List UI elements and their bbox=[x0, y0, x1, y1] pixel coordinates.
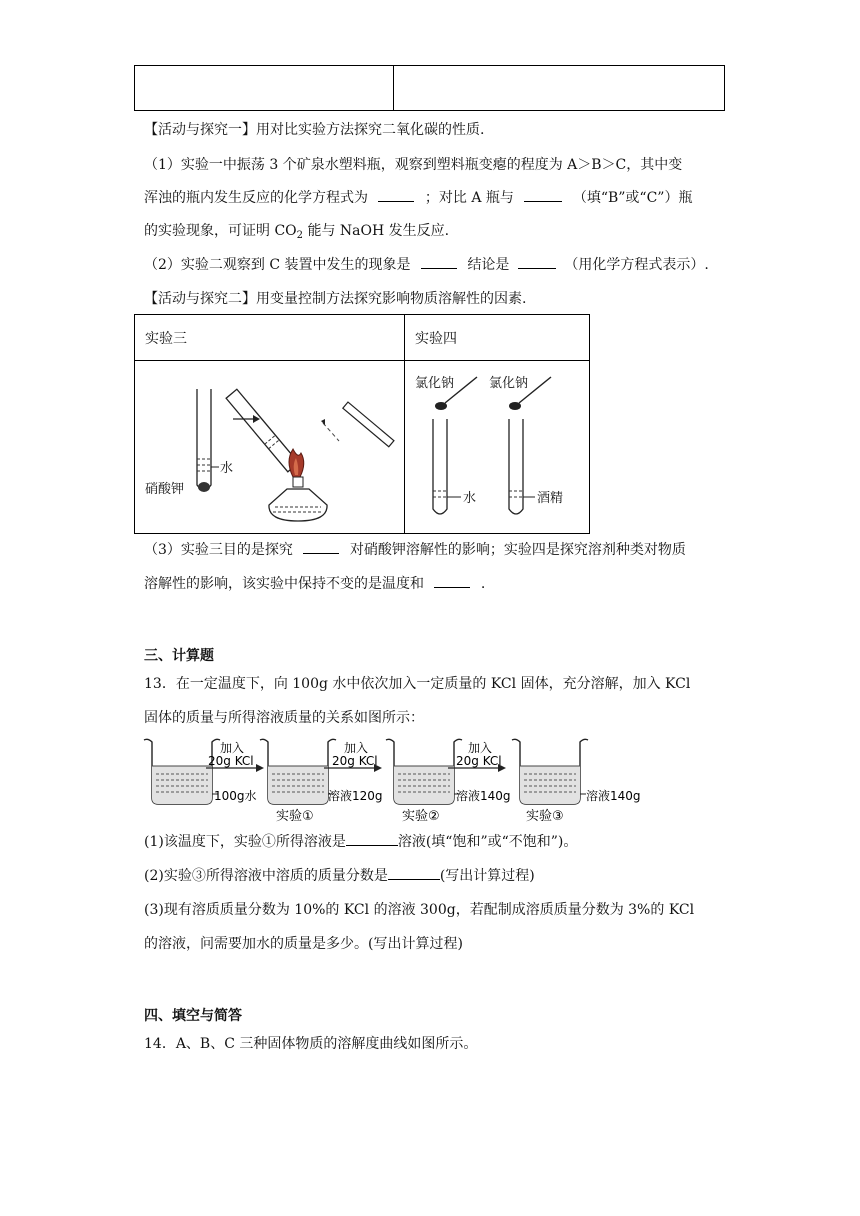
answer-blank bbox=[388, 879, 440, 880]
solution1-label: 溶液120g bbox=[328, 789, 383, 803]
exp2-label: 实验② bbox=[402, 809, 440, 824]
exp4-figure bbox=[405, 361, 589, 529]
q3-line2-part-a: 溶解性的影响，该实验中保持不变的是温度和 bbox=[144, 576, 424, 592]
sub1-part-b: 溶液(填“饱和”或“不饱和”)。 bbox=[397, 834, 578, 850]
beaker-icon bbox=[260, 739, 336, 804]
beaker-icon bbox=[386, 739, 462, 804]
exp3-figure bbox=[135, 361, 404, 529]
add-amount-2: 20g KCl bbox=[332, 754, 378, 768]
answer-blank bbox=[303, 553, 339, 554]
exp4-figure-cell bbox=[405, 361, 590, 534]
exp1-label: 实验① bbox=[276, 809, 314, 824]
answer-blank bbox=[434, 587, 470, 588]
sub3-line1: (3)现有溶质质量分数为 10%的 KCl 的溶液 300g，若配制成溶质质量分数为 3%的 KCl bbox=[144, 902, 695, 918]
q13-line2: 固体的质量与所得溶液质量的关系如图所示： bbox=[144, 710, 424, 726]
kcl-beaker-figure bbox=[140, 734, 660, 824]
beaker-icon bbox=[512, 739, 588, 804]
q1-line3-part-b: 能与 NaOH 发生反应. bbox=[303, 223, 450, 239]
heated-test-tube-icon bbox=[226, 389, 298, 472]
sub1 bbox=[144, 832, 577, 852]
activity1-title: 【活动与探究一】用对比实验方法探究二氧化碳的性质. bbox=[144, 122, 485, 138]
q2-part-c: （用化学方程式表示）. bbox=[564, 257, 709, 273]
q2-part-b: 结论是 bbox=[467, 257, 510, 273]
add-word-2: 加入 bbox=[344, 741, 369, 755]
sub2 bbox=[144, 866, 535, 886]
solution2-label: 溶液140g bbox=[456, 789, 511, 803]
activity1-q1-line2 bbox=[144, 188, 692, 208]
sub3-line2: 的溶液，问需要加水的质量是多少。(写出计算过程) bbox=[144, 936, 463, 952]
activity1-q2 bbox=[144, 255, 709, 275]
q1-line3-part-a: 的实验现象，可证明 CO bbox=[144, 223, 297, 239]
answer-blank bbox=[524, 201, 562, 202]
beaker0-label: 100g水 bbox=[214, 789, 257, 803]
exp3-figure-cell bbox=[135, 361, 405, 534]
test-tube-holder-icon bbox=[343, 402, 394, 447]
add-amount-3: 20g KCl bbox=[456, 754, 502, 768]
answer-blank bbox=[421, 268, 457, 269]
add-word-3: 加入 bbox=[468, 741, 493, 755]
top-table-cell-right bbox=[394, 66, 725, 111]
q13-line1: 13．在一定温度下，向 100g 水中依次加入一定质量的 KCl 固体，充分溶解，加入 KCl bbox=[144, 676, 691, 692]
exp3-water-label: 水 bbox=[220, 461, 234, 476]
test-tube-icon bbox=[197, 389, 211, 490]
exp4-header: 实验四 bbox=[405, 315, 590, 361]
exp4-nacl-label-2: 氯化钠 bbox=[489, 376, 529, 391]
q14: 14．A、B、C 三种固体物质的溶解度曲线如图所示。 bbox=[144, 1036, 478, 1052]
activity1-q1-line3 bbox=[144, 221, 449, 246]
solution3-label: 溶液140g bbox=[586, 789, 641, 803]
potassium-nitrate-solid-icon bbox=[198, 482, 210, 492]
test-tube-water-icon bbox=[433, 419, 447, 514]
activity1-q1-line1: （1）实验一中振荡 3 个矿泉水塑料瓶，观察到塑料瓶变瘪的程度为 A＞B＞C，其中变 bbox=[144, 157, 683, 173]
add-word-1: 加入 bbox=[220, 741, 245, 755]
q3-line2-part-b: . bbox=[480, 576, 486, 592]
q3-line1-part-a: （3）实验三目的是探究 bbox=[144, 542, 293, 558]
q3-line1-part-b: 对硝酸钾溶解性的影响；实验四是探究溶剂种类对物质 bbox=[349, 542, 686, 558]
answer-blank bbox=[346, 845, 398, 846]
experiment-table bbox=[134, 314, 590, 534]
exp3-salt-label: 硝酸钾 bbox=[145, 482, 185, 497]
q1-line2-part-a: 浑浊的瓶内发生反应的化学方程式为 bbox=[144, 190, 368, 206]
exp4-alcohol-label: 酒精 bbox=[537, 491, 564, 506]
section4-heading: 四、填空与简答 bbox=[144, 1008, 242, 1024]
section3-heading: 三、计算题 bbox=[144, 648, 214, 664]
q1-line2-part-b: ；对比 A 瓶与 bbox=[424, 190, 514, 206]
add-amount-1: 20g KCl bbox=[208, 754, 254, 768]
exp4-water-label: 水 bbox=[463, 491, 477, 506]
sub1-part-a: (1)该温度下，实验①所得溶液是 bbox=[144, 834, 346, 850]
top-table-cell-left bbox=[135, 66, 394, 111]
answer-blank bbox=[378, 201, 414, 202]
sub2-part-a: (2)实验③所得溶液中溶质的质量分数是 bbox=[144, 868, 388, 884]
top-table bbox=[134, 65, 725, 111]
q2-part-a: （2）实验二观察到 C 装置中发生的现象是 bbox=[144, 257, 411, 273]
activity2-q3-line2 bbox=[144, 574, 485, 594]
q1-line2-part-c: （填“B”或“C”）瓶 bbox=[572, 190, 693, 206]
exp3-label: 实验③ bbox=[526, 809, 564, 824]
exp3-header: 实验三 bbox=[135, 315, 405, 361]
activity2-q3-line1 bbox=[144, 540, 686, 560]
test-tube-alcohol-icon bbox=[509, 419, 523, 514]
lamp-wick-icon bbox=[293, 477, 303, 487]
co2-subscript: 2 bbox=[296, 230, 304, 241]
sub2-part-b: (写出计算过程) bbox=[439, 868, 535, 884]
activity2-title: 【活动与探究二】用变量控制方法探究影响物质溶解性的因素. bbox=[144, 291, 527, 307]
exp4-nacl-label-1: 氯化钠 bbox=[415, 376, 455, 391]
beaker-icon bbox=[144, 739, 220, 804]
alcohol-lamp-icon bbox=[269, 489, 327, 521]
answer-blank bbox=[518, 268, 556, 269]
